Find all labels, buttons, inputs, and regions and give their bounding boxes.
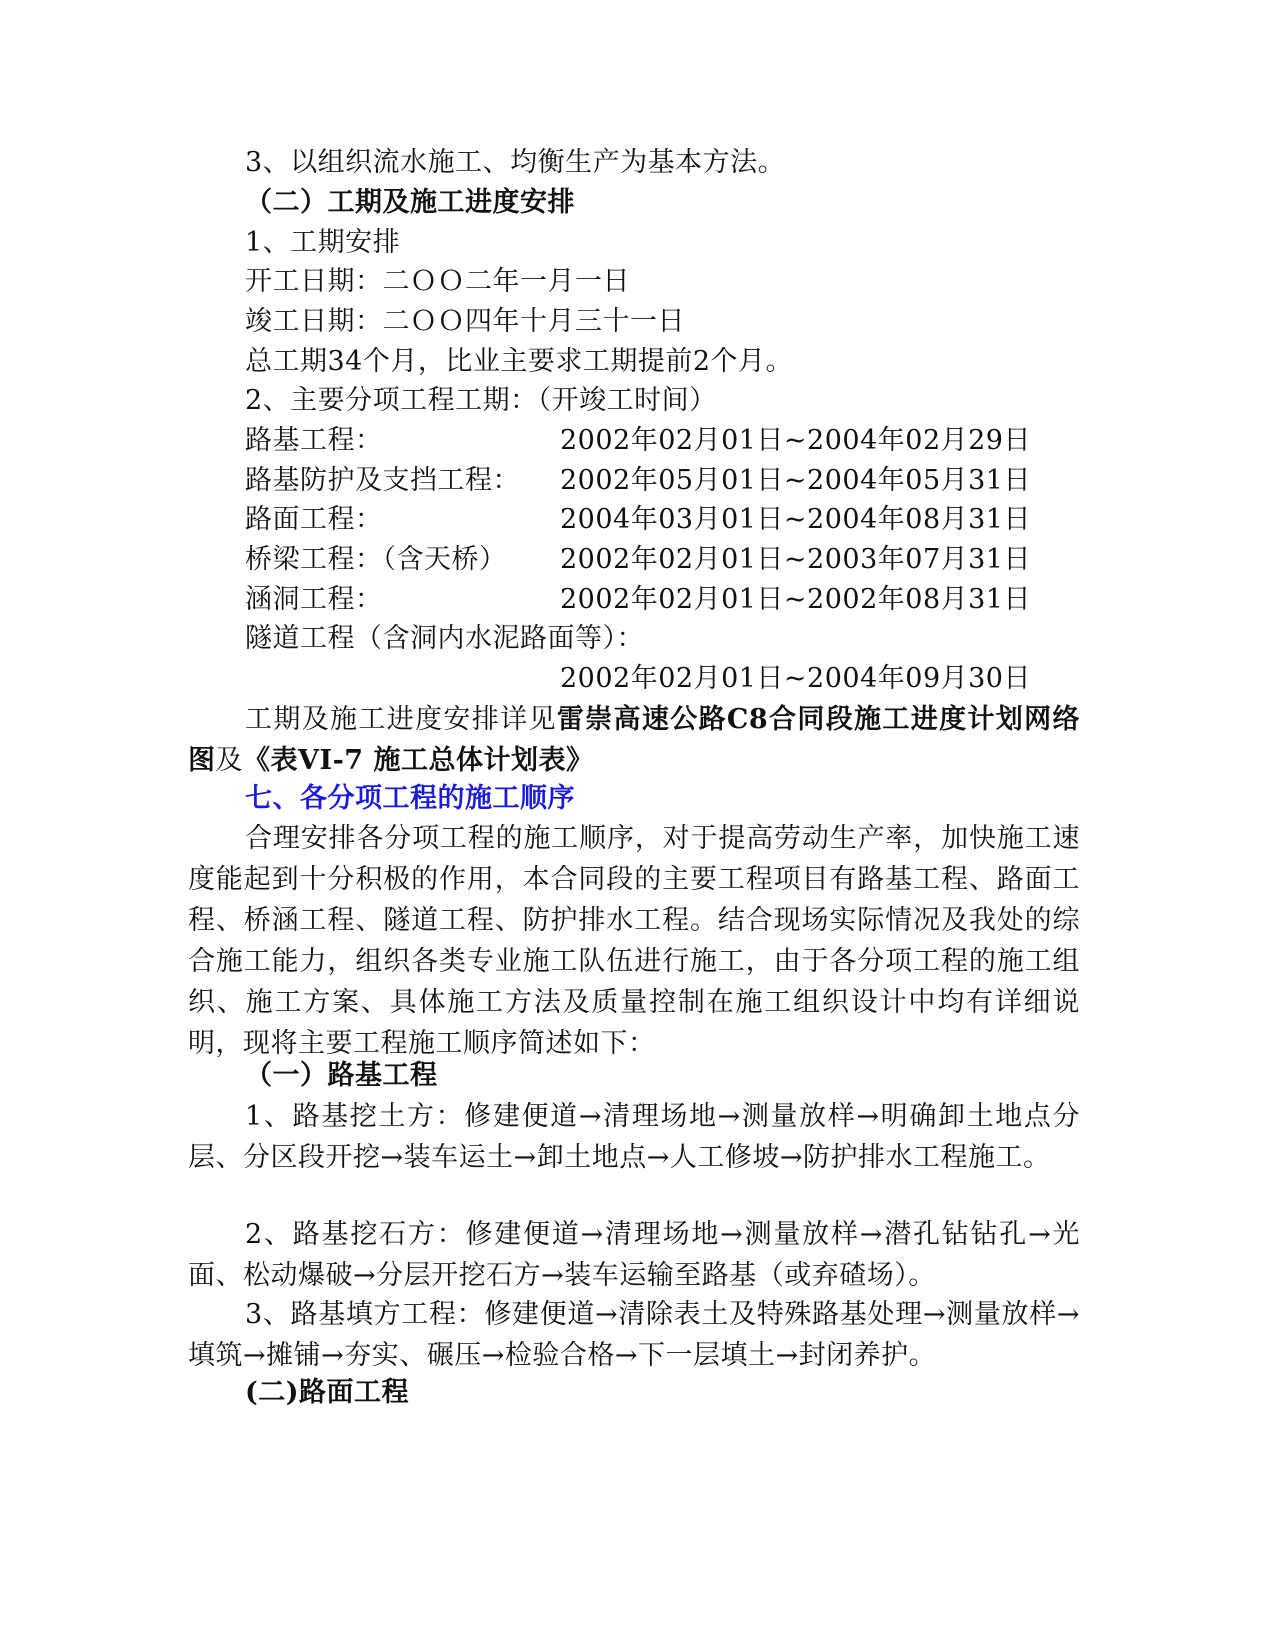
subproject-dates: 2002年02月01日~2002年08月31日 [560,584,1031,615]
schedule-item-2: 2、主要分项工程工期：（开竣工时间） [245,385,717,416]
subproject-dates: 2002年05月01日~2004年05月31日 [560,465,1031,496]
principle-3: 3、以组织流水施工、均衡生产为基本方法。 [245,147,786,178]
subproject-dates: 2002年02月01日~2003年07月31日 [560,544,1031,575]
subproject-name: 路基工程： [245,425,383,456]
reference-text: 及 [215,745,243,776]
total-duration: 总工期34个月，比业主要求工期提前2个月。 [245,346,794,377]
subproject-name: 路面工程： [245,504,383,535]
subproject-dates: 2004年03月01日~2004年08月31日 [560,504,1031,535]
reference-network-chart: 雷崇高速公路C8合同段施工进度计划网络图 [188,704,1081,776]
subproject-name: 路基防护及支挡工程： [245,465,520,496]
intro-paragraph: 合理安排各分项工程的施工顺序，对于提高劳动生产率，加快施工速度能起到十分积极的作用，本合同段的主要工程项目有路基工程、路面工程、桥涵工程、隧道工程、防护排水工程。结合现场实际情况及我处的综合施工能力，组织各类专业施工队伍进行施工，由于各分项工程的施工组织、施工方案、具体施工方法及质量控制在施工组织设计中均有详细说明，现将主要工程施工顺序简述如下： [188,823,1080,1059]
subproject-name: 隧道工程（含洞内水泥路面等）： [245,623,644,654]
subproject-dates: 2002年02月01日~2004年09月30日 [560,663,1031,694]
schedule-reference-paragraph [188,699,1080,781]
chapter-heading-seven: 七、各分项工程的施工顺序 [245,783,575,814]
start-date: 开工日期：二ＯＯ二年一月一日 [245,266,630,297]
section-heading-pavement: (二)路面工程 [245,1377,410,1408]
schedule-item-1: 1、工期安排 [245,227,401,258]
subproject-dates: 2002年02月01日~2004年02月29日 [560,425,1031,456]
subproject-name: 桥梁工程：（含天桥） [245,544,507,575]
roadbed-fill: 3、路基填方工程：修建便道→清除表土及特殊路基处理→测量放样→填筑→摊铺→夯实、碾压→检验合格→下一层填土→封闭养护。 [188,1299,1080,1371]
roadbed-excavation-rock: 2、路基挖石方：修建便道→清理场地→测量放样→潜孔钻钻孔→光面、松动爆破→分层开挖石方→装车运输至路基（或弃碴场）。 [188,1219,1080,1291]
reference-text: 工期及施工进度安排详见 [245,704,557,735]
section-heading-roadbed: （一）路基工程 [245,1060,438,1091]
roadbed-excavation-earth: 1、路基挖土方：修建便道→清理场地→测量放样→明确卸土地点分层、分区段开挖→装车运土→卸土地点→人工修坡→防护排水工程施工。 [188,1101,1080,1173]
reference-plan-table: 《表VI-7 施工总体计划表》 [243,745,594,776]
end-date: 竣工日期：二ＯＯ四年十月三十一日 [245,306,685,337]
subproject-name: 涵洞工程： [245,584,383,615]
section-heading-schedule: （二）工期及施工进度安排 [245,187,575,218]
